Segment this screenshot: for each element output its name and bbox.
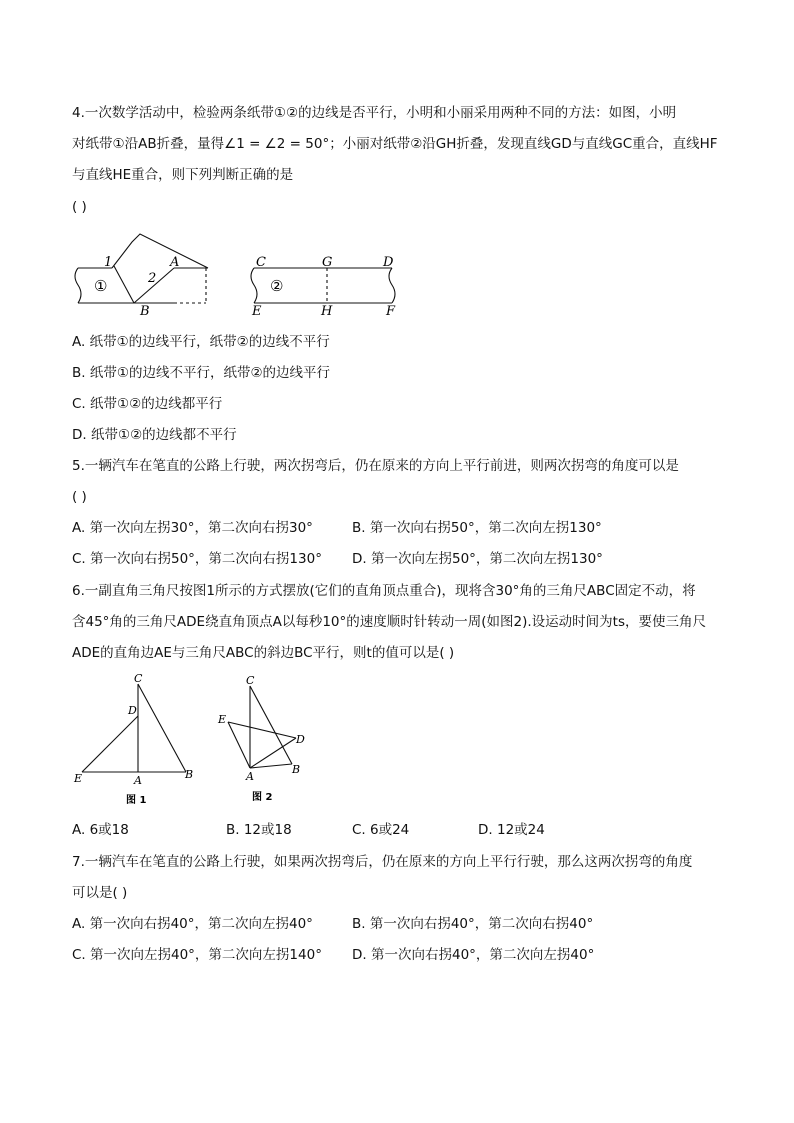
- q5-option-c[interactable]: C. 第一次向右拐50°，第二次向右拐130°: [72, 551, 322, 567]
- angle-2-label: 2: [148, 271, 157, 286]
- q4-option-c[interactable]: C. 纸带①②的边线都平行: [72, 396, 223, 412]
- q4-stem-line-1: 4.一次数学活动中，检验两条纸带①②的边线是否平行，小明和小丽采用两种不同的方法：如图，小明: [72, 105, 677, 121]
- strip-1-label: ①: [94, 277, 108, 295]
- q6-figures: [70, 672, 310, 812]
- q7-option-c[interactable]: C. 第一次向左拐40°，第二次向左拐140°: [72, 947, 322, 963]
- q6-stem-line-1: 6.一副直角三角尺按图1所示的方式摆放(它们的直角顶点重合)，现将含30°角的三角尺ABC固定不动，将: [72, 583, 696, 599]
- q6-option-c[interactable]: C. 6或24: [352, 822, 410, 838]
- q7-option-a[interactable]: A. 第一次向右拐40°，第二次向左拐40°: [72, 916, 313, 932]
- point-b-label: B: [140, 304, 150, 318]
- point-d-label: D: [383, 255, 394, 270]
- fig2-point-a-label: A: [246, 770, 254, 783]
- angle-1-label: 1: [104, 255, 113, 270]
- q4-option-b[interactable]: B. 纸带①的边线不平行，纸带②的边线平行: [72, 365, 331, 381]
- fig1-caption: 图 1: [126, 795, 147, 806]
- q4-stem-line-2: 对纸带①沿AB折叠，量得∠1 = ∠2 = 50°；小丽对纸带②沿GH折叠，发现直线GD与直线GC重合，直线HF: [72, 136, 718, 152]
- point-e-label: E: [252, 304, 262, 318]
- strip-2-label: ②: [270, 277, 284, 295]
- point-f-label: F: [386, 304, 396, 318]
- q4-option-d[interactable]: D. 纸带①②的边线都不平行: [72, 427, 237, 443]
- point-g-label: G: [322, 255, 333, 270]
- fig1-point-d-label: D: [128, 704, 137, 717]
- fig2-point-b-label: B: [292, 763, 301, 776]
- fig1-point-c-label: C: [134, 672, 143, 685]
- fig1-point-b-label: B: [185, 768, 194, 781]
- fig2-point-d-label: D: [296, 733, 305, 746]
- q6-option-a[interactable]: A. 6或18: [72, 822, 129, 838]
- q5-answer-blank: ( ): [72, 489, 87, 505]
- q7-stem-line-1: 7.一辆汽车在笔直的公路上行驶，如果两次拐弯后，仍在原来的方向上平行行驶，那么这两次拐弯的角度: [72, 854, 693, 870]
- fig2-caption: 图 2: [252, 792, 273, 803]
- q5-stem-line-1: 5.一辆汽车在笔直的公路上行驶，两次拐弯后，仍在原来的方向上平行前进，则两次拐弯的角度可以是: [72, 458, 679, 474]
- point-h-label: H: [321, 304, 333, 318]
- point-c-label: C: [256, 255, 266, 270]
- q6-figure-1: [82, 684, 186, 772]
- q7-stem-line-2: 可以是( ): [72, 885, 128, 901]
- fig2-point-c-label: C: [246, 674, 255, 687]
- q4-stem-line-3: 与直线HE重合，则下列判断正确的是: [72, 167, 294, 183]
- q4-answer-blank: ( ): [72, 199, 87, 215]
- q6-option-b[interactable]: B. 12或18: [226, 822, 292, 838]
- q4-figure: [70, 226, 410, 318]
- fig1-point-a-label: A: [134, 774, 142, 787]
- q7-option-b[interactable]: B. 第一次向右拐40°，第二次向右拐40°: [352, 916, 594, 932]
- q7-option-d[interactable]: D. 第一次向右拐40°，第二次向左拐40°: [352, 947, 595, 963]
- q4-option-a[interactable]: A. 纸带①的边线平行，纸带②的边线不平行: [72, 334, 330, 350]
- fig2-point-e-label: E: [218, 713, 227, 726]
- fig1-point-e-label: E: [74, 772, 83, 785]
- q6-option-d[interactable]: D. 12或24: [478, 822, 545, 838]
- q5-option-a[interactable]: A. 第一次向左拐30°，第二次向右拐30°: [72, 520, 313, 536]
- q6-stem-line-2: 含45°角的三角尺ADE绕直角顶点A以每秒10°的速度顺时针转动一周(如图2).设运动时间为ts，要使三角尺: [72, 614, 706, 630]
- q5-option-b[interactable]: B. 第一次向右拐50°，第二次向左拐130°: [352, 520, 602, 536]
- q5-option-d[interactable]: D. 第一次向左拐50°，第二次向左拐130°: [352, 551, 603, 567]
- q6-figure-2: [228, 686, 296, 768]
- q6-stem-line-3: ADE的直角边AE与三角尺ABC的斜边BC平行，则t的值可以是( ): [72, 645, 455, 661]
- point-a-label: A: [170, 255, 180, 270]
